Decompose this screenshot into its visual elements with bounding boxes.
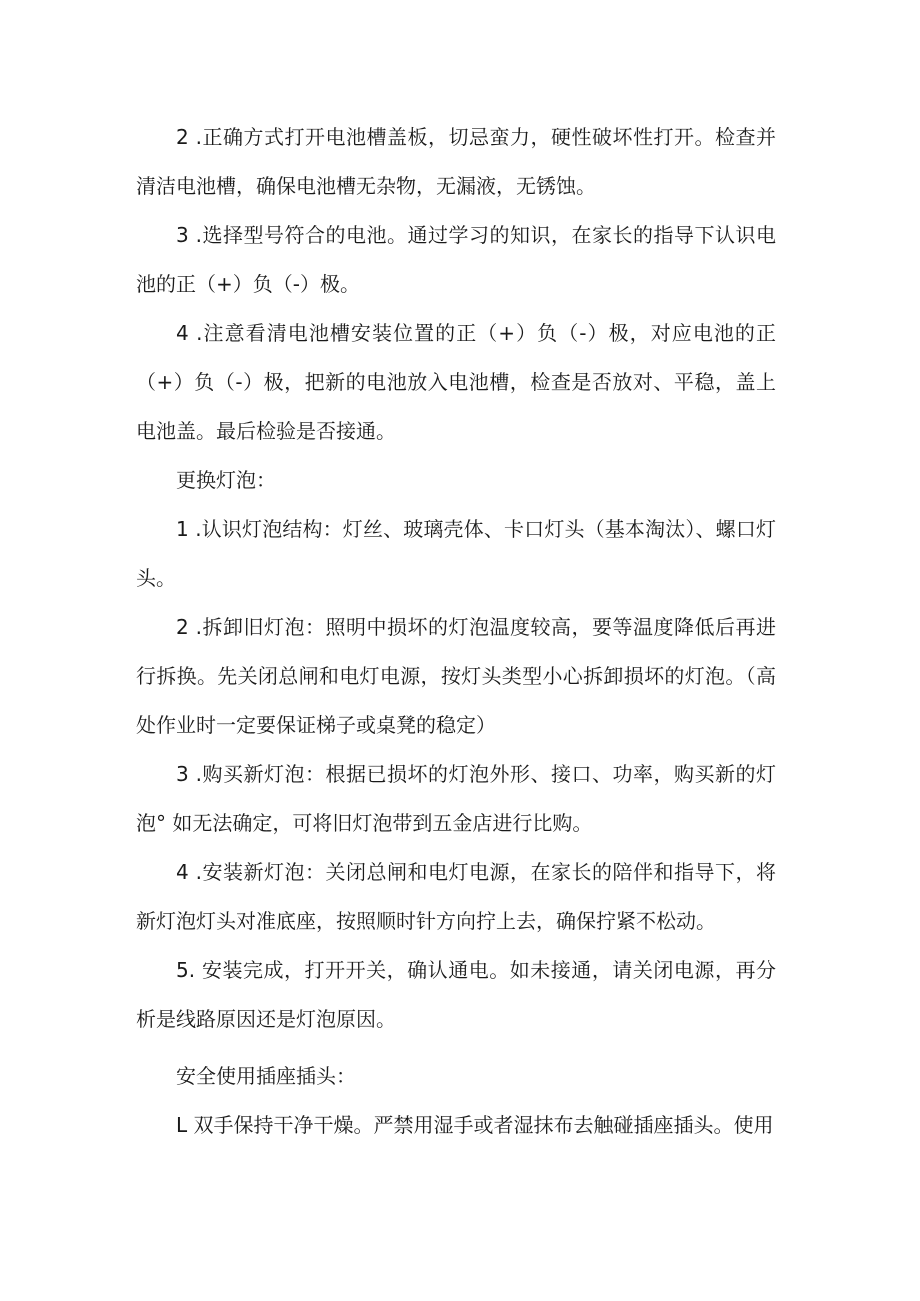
heading-replace-bulb: 更换灯泡：	[176, 468, 276, 492]
paragraph-buy-new-bulb: 3 .购买新灯泡：根据已损坏的灯泡外形、接口、功率，购买新的灯泡° 如无法确定，可将旧灯泡带到五金店进行比购。	[136, 762, 776, 835]
paragraph-open-battery-cover: 2 .正确方式打开电池槽盖板，切忌蛮力，硬性破坏性打开。检查并清洁电池槽，确保电池槽无杂物，无漏液，无锈蚀。	[136, 125, 776, 198]
paragraph-installation-complete: 5. 安装完成，打开开关，确认通电。如未接通，请关闭电源，再分析是线路原因还是灯泡原因。	[136, 958, 776, 1031]
paragraph-select-battery: 3 .选择型号符合的电池。通过学习的知识，在家长的指导下认识电池的正（+）负（-）极。	[136, 223, 776, 296]
paragraph-install-new-bulb: 4 .安装新灯泡：关闭总闸和电灯电源，在家长的陪伴和指导下，将新灯泡灯头对准底座，按照顺时针方向拧上去，确保拧紧不松动。	[136, 860, 776, 933]
paragraph-bulb-structure: 1 .认识灯泡结构：灯丝、玻璃壳体、卡口灯头（基本淘汰）、螺口灯头。	[136, 517, 776, 590]
paragraph-remove-old-bulb: 2 .拆卸旧灯泡：照明中损坏的灯泡温度较高，要等温度降低后再进行拆换。先关闭总闸和电灯电源，按灯头类型小心拆卸损坏的灯泡。（高处作业时一定要保证梯子或桌凳的稳定）	[136, 615, 776, 737]
paragraph-dry-hands: L 双手保持干净干燥。严禁用湿手或者湿抹布去触碰插座插头。使用	[176, 1113, 774, 1137]
paragraph-install-battery: 4 .注意看清电池槽安装位置的正（+）负（-）极，对应电池的正（+）负（-）极，把新的电池放入电池槽，检查是否放对、平稳，盖上电池盖。最后检验是否接通。	[136, 321, 776, 443]
heading-safe-socket-use: 安全使用插座插头：	[176, 1064, 356, 1088]
document-body	[136, 113, 776, 1150]
